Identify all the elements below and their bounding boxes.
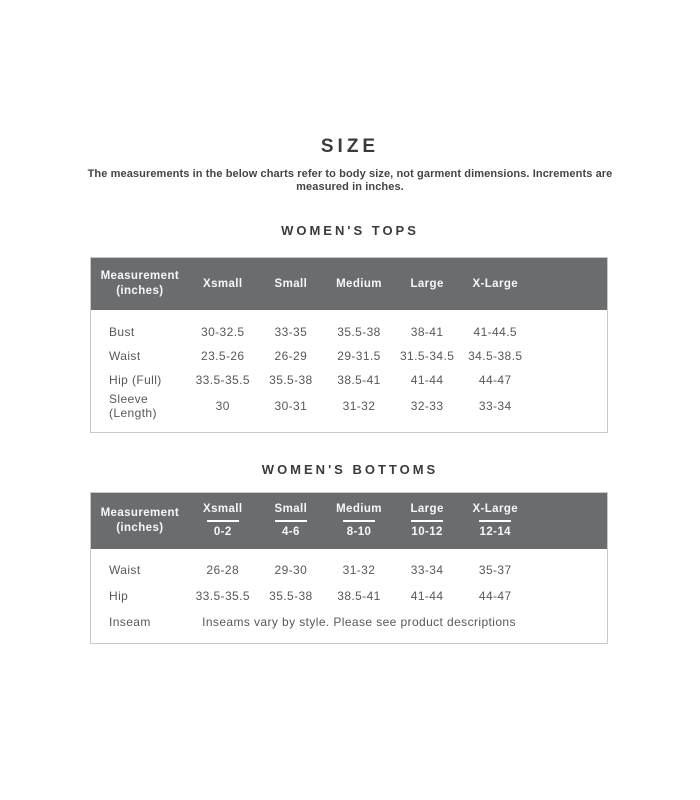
- size-name: Small: [274, 503, 308, 515]
- row-label: Waist: [109, 349, 141, 363]
- size-header-medium: [325, 493, 393, 550]
- value-cell: 38-41: [410, 325, 444, 339]
- page-title: SIZE: [320, 136, 380, 157]
- value-cell: 29-30: [274, 563, 308, 577]
- underline-rule: [207, 520, 239, 522]
- section-title-womens-tops: WOMEN'S TOPS: [281, 223, 419, 238]
- size-name: Xsmall: [203, 503, 243, 515]
- value-cell: 34.5-38.5: [468, 349, 523, 363]
- row-label: Hip: [109, 589, 129, 603]
- value-cell: 41-44.5: [473, 325, 517, 339]
- value-cell: 38.5-41: [337, 589, 381, 603]
- row-label: Sleeve (Length): [109, 392, 157, 420]
- size-range: 4-6: [281, 526, 300, 538]
- size-name: X-Large: [472, 503, 519, 515]
- table-row-sleeve: [91, 392, 608, 433]
- value-cell: 26-29: [274, 349, 308, 363]
- value-cell: 33-34: [478, 399, 512, 413]
- value-cell: 31.5-34.5: [399, 349, 455, 363]
- row-label: Hip (Full): [109, 373, 162, 387]
- size-header-large: [393, 493, 461, 550]
- table-row-waist: [91, 549, 608, 583]
- value-cell: 35.5-38: [337, 325, 381, 339]
- spacer-cell: [529, 609, 607, 644]
- spacer-cell: [529, 344, 607, 368]
- spacer-cell: [529, 549, 607, 583]
- value-cell: 44-47: [478, 373, 512, 387]
- value-cell: 44-47: [478, 589, 512, 603]
- womens-tops-table: [90, 257, 608, 433]
- measurement-label: Measurement: [100, 507, 180, 519]
- value-cell: 33.5-35.5: [195, 589, 250, 603]
- spacer-cell: [529, 392, 607, 433]
- size-name: Large: [410, 503, 444, 515]
- row-label: Inseam: [109, 615, 151, 629]
- value-cell: 35-37: [478, 563, 512, 577]
- value-cell: 35.5-38: [269, 589, 313, 603]
- table-row-hip: [91, 583, 608, 609]
- section-title-womens-bottoms: WOMEN'S BOTTOMS: [261, 462, 439, 477]
- spacer-header-cell: [529, 258, 607, 311]
- value-cell: 30-32.5: [201, 325, 245, 339]
- size-range: 0-2: [213, 526, 232, 538]
- measurement-unit-label: (inches): [116, 522, 164, 534]
- size-header-large: Large: [393, 258, 461, 311]
- underline-rule: [479, 520, 511, 522]
- size-header-small: [257, 493, 325, 550]
- table-row-inseam: [91, 609, 608, 644]
- inseam-note: Inseams vary by style. Please see product descriptions: [202, 615, 516, 629]
- value-cell: 38.5-41: [337, 373, 381, 387]
- tops-header-row: [91, 258, 608, 311]
- size-header-xsmall: Xsmall: [189, 258, 257, 311]
- size-header-xlarge: [461, 493, 529, 550]
- measurement-header-cell: [91, 258, 189, 311]
- spacer-cell: [529, 310, 607, 344]
- size-header-xsmall: [189, 493, 257, 550]
- value-cell: 33.5-35.5: [195, 373, 250, 387]
- size-header-medium: Medium: [325, 258, 393, 311]
- underline-rule: [411, 520, 443, 522]
- bottoms-header-row: [91, 493, 608, 550]
- size-header-xlarge: X-Large: [461, 258, 529, 311]
- size-name: Medium: [336, 503, 382, 515]
- size-range: 8-10: [346, 526, 372, 538]
- size-range: 12-14: [479, 526, 511, 538]
- spacer-header-cell: [529, 493, 607, 550]
- value-cell: 31-32: [342, 563, 376, 577]
- measurement-unit-label: (inches): [116, 285, 164, 297]
- value-cell: 35.5-38: [269, 373, 313, 387]
- value-cell: 30-31: [274, 399, 308, 413]
- value-cell: 31-32: [342, 399, 376, 413]
- size-range: 10-12: [411, 526, 443, 538]
- spacer-cell: [529, 368, 607, 392]
- value-cell: 33-35: [274, 325, 308, 339]
- value-cell: 26-28: [206, 563, 240, 577]
- table-row-bust: [91, 310, 608, 344]
- value-cell: 23.5-26: [201, 349, 245, 363]
- underline-rule: [275, 520, 307, 522]
- value-cell: 41-44: [410, 589, 444, 603]
- underline-rule: [343, 520, 375, 522]
- measurement-label: Measurement: [100, 270, 180, 282]
- womens-bottoms-table: [90, 492, 608, 644]
- row-label: Bust: [109, 325, 135, 339]
- value-cell: 30: [215, 399, 230, 413]
- page-subtitle: The measurements in the below charts refer to body size, not garment dimensions. Increments are measured in inches.: [87, 168, 613, 193]
- table-row-hip: [91, 368, 608, 392]
- value-cell: 33-34: [410, 563, 444, 577]
- spacer-cell: [529, 583, 607, 609]
- value-cell: 41-44: [410, 373, 444, 387]
- value-cell: 32-33: [410, 399, 444, 413]
- value-cell: 29-31.5: [337, 349, 381, 363]
- row-label: Waist: [109, 563, 141, 577]
- table-row-waist: [91, 344, 608, 368]
- measurement-header-cell: [91, 493, 189, 550]
- size-header-small: Small: [257, 258, 325, 311]
